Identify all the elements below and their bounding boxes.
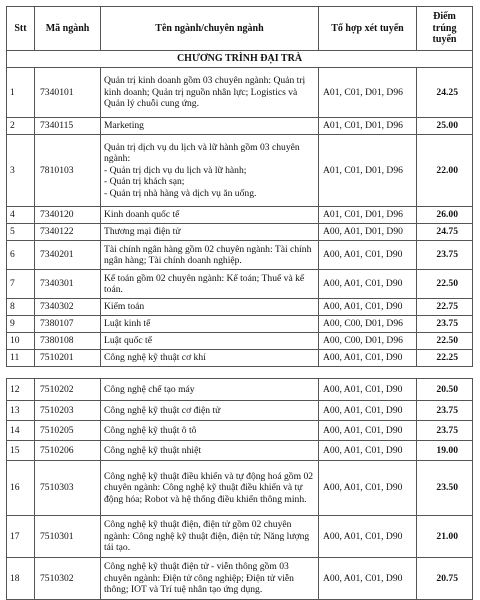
header-code: Mã ngành: [35, 7, 101, 51]
code-cell: 7510205: [35, 421, 101, 441]
code-cell: 7380107: [35, 316, 101, 333]
score-cell: 24.25: [417, 68, 473, 118]
code-cell: 7340101: [35, 68, 101, 118]
code-cell: 7340302: [35, 299, 101, 316]
stt-cell: 11: [7, 350, 35, 367]
score-cell: 22.50: [417, 270, 473, 299]
stt-cell: 12: [7, 379, 35, 401]
name-cell: Quản trị kinh doanh gồm 03 chuyên ngành: Quản trị kinh doanh; Quản trị nguồn nhân lực; Logistics và Quản lý chuỗi cung ứng.: [101, 68, 319, 118]
name-cell: Tài chính ngân hàng gồm 02 chuyên ngành: Tài chính ngân hàng; Tài chính doanh nghiệp.: [101, 241, 319, 270]
table-row: [7, 118, 473, 135]
header-stt: Stt: [7, 7, 35, 51]
section-row: [7, 51, 473, 68]
combo-cell: A00, A01, C01, D90: [319, 379, 417, 401]
name-cell: Kinh doanh quốc tế: [101, 207, 319, 224]
table-row: [7, 461, 473, 516]
table-row: [7, 379, 473, 401]
name-cell: Công nghệ chế tạo máy: [101, 379, 319, 401]
header-score-line1: Điểm: [433, 11, 456, 23]
code-cell: 7340301: [35, 270, 101, 299]
name-cell: Công nghệ kỹ thuật điện, điện tử gồm 02 chuyên ngành: Công nghệ kỹ thuật điện, điện tử; Năng lượng tái tạo.: [101, 516, 319, 558]
name-cell: Công nghệ kỹ thuật cơ điện tử: [101, 401, 319, 421]
name-cell: Công nghệ kỹ thuật điều khiển và tự động hoá gồm 02 chuyên ngành: Công nghệ kỹ thuật điều khiển và tự động hóa; Robot và hệ thống điều khiển thông minh.: [101, 461, 319, 516]
stt-cell: 3: [7, 135, 35, 207]
table-row: [7, 401, 473, 421]
stt-cell: 14: [7, 421, 35, 441]
score-cell: 20.50: [417, 379, 473, 401]
table-header-row: [7, 7, 473, 51]
table-row: [7, 516, 473, 558]
table-row: [7, 68, 473, 118]
code-cell: 7510206: [35, 441, 101, 461]
code-cell: 7810103: [35, 135, 101, 207]
name-cell: Công nghệ kỹ thuật điện tử - viễn thông gồm 03 chuyên ngành: Điện tử công nghiệp; Điện tử viễn thông; IOT và Trí tuệ nhân tạo ứng dụng.: [101, 558, 319, 600]
table-row: [7, 135, 473, 207]
table-row: [7, 299, 473, 316]
stt-cell: 1: [7, 68, 35, 118]
score-cell: 25.00: [417, 118, 473, 135]
score-cell: 23.75: [417, 316, 473, 333]
header-name: Tên ngành/chuyên ngành: [101, 7, 319, 51]
stt-cell: 17: [7, 516, 35, 558]
header-score: [417, 7, 473, 51]
combo-cell: A01, C01, D01, D96: [319, 207, 417, 224]
header-combo: Tổ hợp xét tuyển: [319, 7, 417, 51]
table-row: [7, 558, 473, 600]
combo-cell: A01, C01, D01, D96: [319, 135, 417, 207]
table-row: [7, 241, 473, 270]
table-row: [7, 350, 473, 367]
header-score-line2: trúng: [432, 22, 457, 34]
score-cell: 22.25: [417, 350, 473, 367]
code-cell: 7510201: [35, 350, 101, 367]
combo-cell: A00, A01, C01, D90: [319, 461, 417, 516]
admission-table-part2: [6, 378, 473, 600]
code-cell: 7340122: [35, 224, 101, 241]
stt-cell: 4: [7, 207, 35, 224]
score-cell: 23.75: [417, 401, 473, 421]
name-cell: Công nghệ kỹ thuật nhiệt: [101, 441, 319, 461]
score-cell: 24.75: [417, 224, 473, 241]
table-row: [7, 224, 473, 241]
score-cell: 20.75: [417, 558, 473, 600]
code-cell: 7340115: [35, 118, 101, 135]
stt-cell: 10: [7, 333, 35, 350]
name-cell: Luật kinh tế: [101, 316, 319, 333]
code-cell: 7510301: [35, 516, 101, 558]
stt-cell: 18: [7, 558, 35, 600]
name-cell: Công nghệ kỹ thuật ô tô: [101, 421, 319, 441]
combo-cell: A00, A01, C01, D90: [319, 401, 417, 421]
score-cell: 22.75: [417, 299, 473, 316]
code-cell: 7340201: [35, 241, 101, 270]
stt-cell: 9: [7, 316, 35, 333]
name-cell: Quản trị dịch vụ du lịch và lữ hành gồm 03 chuyên ngành: - Quản trị dịch vụ du lịch và lữ hành; - Quản trị khách sạn; - Quản trị nhà hàng và dịch vụ ăn uống.: [101, 135, 319, 207]
table-row: [7, 207, 473, 224]
score-cell: 21.00: [417, 516, 473, 558]
table-row: [7, 316, 473, 333]
combo-cell: A00, A01, C01, D90: [319, 299, 417, 316]
table-row: [7, 333, 473, 350]
code-cell: 7340120: [35, 207, 101, 224]
code-cell: 7510203: [35, 401, 101, 421]
code-cell: 7510202: [35, 379, 101, 401]
stt-cell: 2: [7, 118, 35, 135]
name-cell: Kiểm toán: [101, 299, 319, 316]
score-cell: 22.00: [417, 135, 473, 207]
combo-cell: A00, A01, C01, D90: [319, 558, 417, 600]
combo-cell: A00, C00, D01, D96: [319, 333, 417, 350]
code-cell: 7510302: [35, 558, 101, 600]
table-row: [7, 270, 473, 299]
stt-cell: 5: [7, 224, 35, 241]
name-cell: Luật quốc tế: [101, 333, 319, 350]
name-cell: Marketing: [101, 118, 319, 135]
admission-table-part1: [6, 6, 473, 367]
score-cell: 23.75: [417, 421, 473, 441]
code-cell: 7380108: [35, 333, 101, 350]
stt-cell: 15: [7, 441, 35, 461]
combo-cell: A00, A01, C01, D90: [319, 516, 417, 558]
combo-cell: A00, A01, C01, D90: [319, 270, 417, 299]
combo-cell: A00, A01, C01, D90: [319, 421, 417, 441]
combo-cell: A01, C01, D01, D96: [319, 68, 417, 118]
stt-cell: 13: [7, 401, 35, 421]
name-cell: Công nghệ kỹ thuật cơ khí: [101, 350, 319, 367]
combo-cell: A00, C00, D01, D96: [319, 316, 417, 333]
table-row: [7, 441, 473, 461]
stt-cell: 16: [7, 461, 35, 516]
stt-cell: 7: [7, 270, 35, 299]
name-cell: Thương mại điện tử: [101, 224, 319, 241]
combo-cell: A00, A01, C01, D90: [319, 241, 417, 270]
combo-cell: A00, A01, C01, D90: [319, 350, 417, 367]
score-cell: 23.75: [417, 241, 473, 270]
name-cell: Kế toán gồm 02 chuyên ngành: Kế toán; Thuế và kế toán.: [101, 270, 319, 299]
stt-cell: 8: [7, 299, 35, 316]
score-cell: 26.00: [417, 207, 473, 224]
combo-cell: A01, C01, D01, D96: [319, 118, 417, 135]
combo-cell: A00, A01, D01, D90: [319, 224, 417, 241]
score-cell: 23.50: [417, 461, 473, 516]
score-cell: 22.50: [417, 333, 473, 350]
stt-cell: 6: [7, 241, 35, 270]
table-row: [7, 421, 473, 441]
header-score-line3: tuyển: [432, 34, 457, 46]
score-cell: 19.00: [417, 441, 473, 461]
combo-cell: A00, A01, C01, D90: [319, 441, 417, 461]
code-cell: 7510303: [35, 461, 101, 516]
section-title: CHƯƠNG TRÌNH ĐẠI TRÀ: [7, 51, 473, 68]
